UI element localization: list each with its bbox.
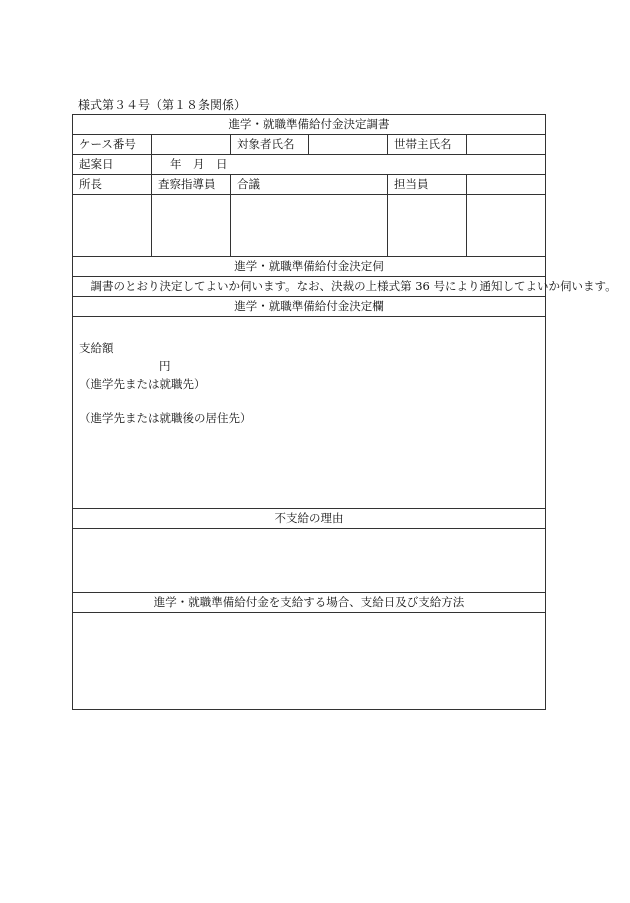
supervisor-label: 査察指導員 — [152, 175, 231, 195]
subject-name-label: 対象者氏名 — [231, 135, 309, 155]
reason-heading: 不支給の理由 — [73, 509, 546, 529]
draft-date-field[interactable]: 年 月 日 — [152, 155, 546, 175]
payment-heading-row — [73, 593, 546, 613]
residence-label: （進学先または就職後の居住先） — [79, 411, 252, 425]
household-head-label: 世帯主氏名 — [388, 135, 467, 155]
request-text-row — [73, 277, 546, 297]
approval-label-row — [73, 175, 546, 195]
decision-form-table — [72, 114, 617, 710]
council-label: 合議 — [231, 175, 388, 195]
form-caption: 様式第３４号（第１８条関係） — [78, 98, 247, 112]
staff-extra-label — [467, 175, 546, 195]
decision-body-row — [73, 317, 546, 509]
household-head-field[interactable] — [467, 135, 546, 155]
draft-date-label: 起案日 — [73, 155, 152, 175]
yen-unit: 円 — [159, 359, 171, 373]
approval-seal-row — [73, 195, 546, 257]
payment-body[interactable] — [73, 613, 546, 710]
request-text: 調書のとおり決定してよいか伺います。なお、決裁の上様式第 36 号により通知してよいか伺います。 — [73, 277, 546, 297]
decision-heading: 進学・就職準備給付金決定欄 — [73, 297, 546, 317]
decision-body[interactable] — [73, 317, 546, 509]
staff-seal-box[interactable] — [388, 195, 467, 257]
council-seal-box[interactable] — [231, 195, 388, 257]
case-row — [73, 135, 546, 155]
request-heading: 進学・就職準備給付金決定伺 — [73, 257, 546, 277]
payment-heading: 進学・就職準備給付金を支給する場合、支給日及び支給方法 — [73, 593, 546, 613]
staff-extra-seal-box[interactable] — [467, 195, 546, 257]
payment-body-row — [73, 613, 546, 710]
supervisor-seal-box[interactable] — [152, 195, 231, 257]
case-number-label: ケース番号 — [73, 135, 152, 155]
subject-name-field[interactable] — [309, 135, 388, 155]
title-row — [73, 115, 546, 135]
chief-label: 所長 — [73, 175, 152, 195]
decision-heading-row — [73, 297, 546, 317]
draft-date-row — [73, 155, 546, 175]
case-number-field[interactable] — [152, 135, 231, 155]
reason-heading-row — [73, 509, 546, 529]
chief-seal-box[interactable] — [73, 195, 152, 257]
amount-label: 支給額 — [79, 341, 114, 355]
reason-body-row — [73, 529, 546, 593]
staff-label: 担当員 — [388, 175, 467, 195]
destination-label: （進学先または就職先） — [79, 377, 206, 391]
request-heading-row — [73, 257, 546, 277]
reason-body[interactable] — [73, 529, 546, 593]
form-title: 進学・就職準備給付金決定調書 — [73, 115, 546, 135]
